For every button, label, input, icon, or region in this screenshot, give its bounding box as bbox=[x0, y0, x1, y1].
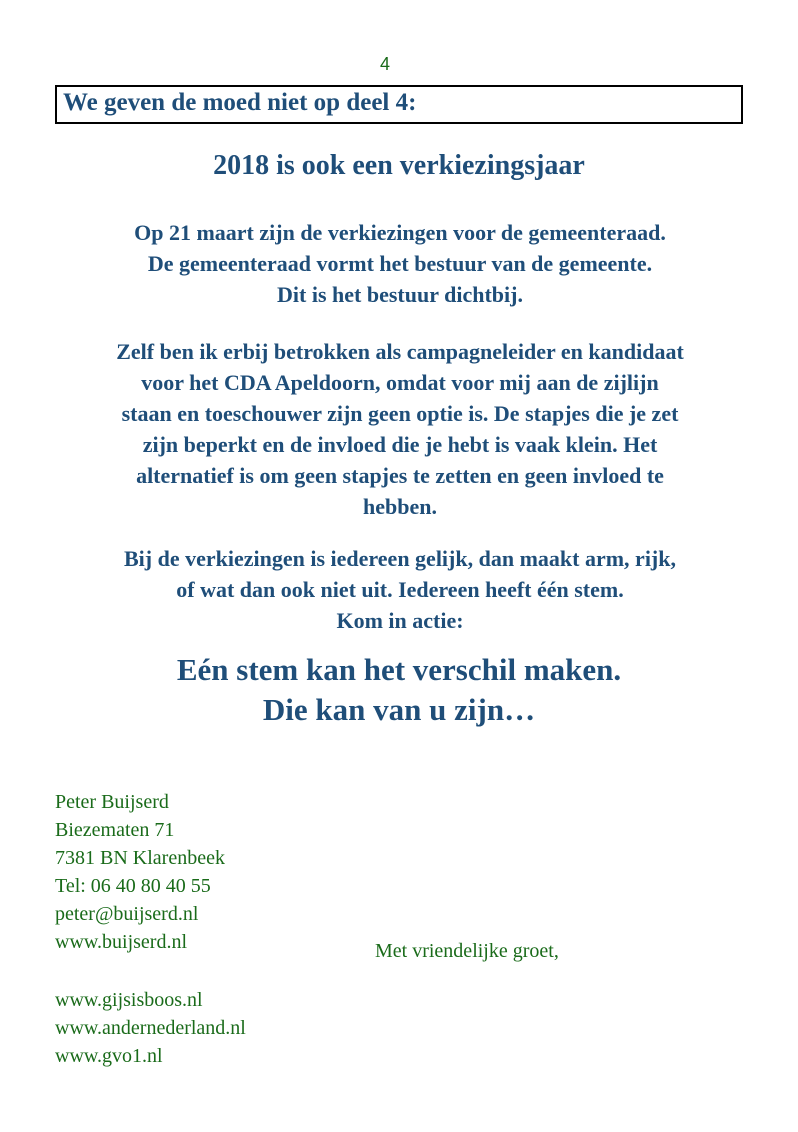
paragraph-line: Kom in actie: bbox=[336, 608, 464, 633]
website-item: www.gijsisboos.nl bbox=[55, 989, 203, 1011]
contact-website: www.buijserd.nl bbox=[55, 931, 188, 953]
website-item: www.gvo1.nl bbox=[55, 1045, 163, 1067]
slogan-line: Die kan van u zijn… bbox=[262, 692, 536, 727]
paragraph-line: alternatief is om geen stapjes te zetten en geen invloed te bbox=[136, 463, 664, 488]
contact-email: peter@buijserd.nl bbox=[55, 903, 199, 925]
paragraph-line: Zelf ben ik erbij betrokken als campagneleider en kandidaat bbox=[116, 339, 684, 364]
slogan-line: Eén stem kan het verschil maken. bbox=[176, 652, 622, 687]
paragraph-line: staan en toeschouwer zijn geen optie is. De stapjes die je zet bbox=[121, 401, 679, 426]
paragraph-line: hebben. bbox=[363, 494, 437, 519]
paragraph-line: zijn beperkt en de invloed die je hebt is vaak klein. Het bbox=[142, 432, 658, 457]
paragraph-line: Bij de verkiezingen is iedereen gelijk, dan maakt arm, rijk, bbox=[124, 546, 676, 571]
contact-block bbox=[55, 788, 225, 956]
paragraph-line: Op 21 maart zijn de verkiezingen voor de gemeenteraad. bbox=[134, 220, 666, 245]
section-title: We geven de moed niet op deel 4: bbox=[63, 89, 417, 116]
page-number: 4 bbox=[379, 54, 390, 74]
headline: 2018 is ook een verkiezingsjaar bbox=[213, 150, 585, 181]
website-list bbox=[55, 986, 246, 1070]
contact-postal-city: 7381 BN Klarenbeek bbox=[55, 847, 225, 869]
slogan bbox=[0, 650, 798, 730]
paragraph-line: of wat dan ook niet uit. Iedereen heeft één stem. bbox=[176, 577, 624, 602]
section-title-box bbox=[55, 85, 743, 124]
contact-street: Biezematen 71 bbox=[55, 819, 175, 841]
paragraph-line: Dit is het bestuur dichtbij. bbox=[277, 282, 523, 307]
paragraph-involvement bbox=[50, 336, 750, 522]
paragraph-equality bbox=[50, 543, 750, 636]
contact-name: Peter Buijserd bbox=[55, 791, 169, 813]
closing-greeting: Met vriendelijke groet, bbox=[375, 940, 559, 962]
paragraph-line: voor het CDA Apeldoorn, omdat voor mij aan de zijlijn bbox=[141, 370, 659, 395]
paragraph-line: De gemeenteraad vormt het bestuur van de gemeente. bbox=[147, 251, 653, 276]
contact-phone: Tel: 06 40 80 40 55 bbox=[55, 875, 211, 897]
paragraph-elections bbox=[50, 217, 750, 310]
website-item: www.andernederland.nl bbox=[55, 1017, 246, 1039]
